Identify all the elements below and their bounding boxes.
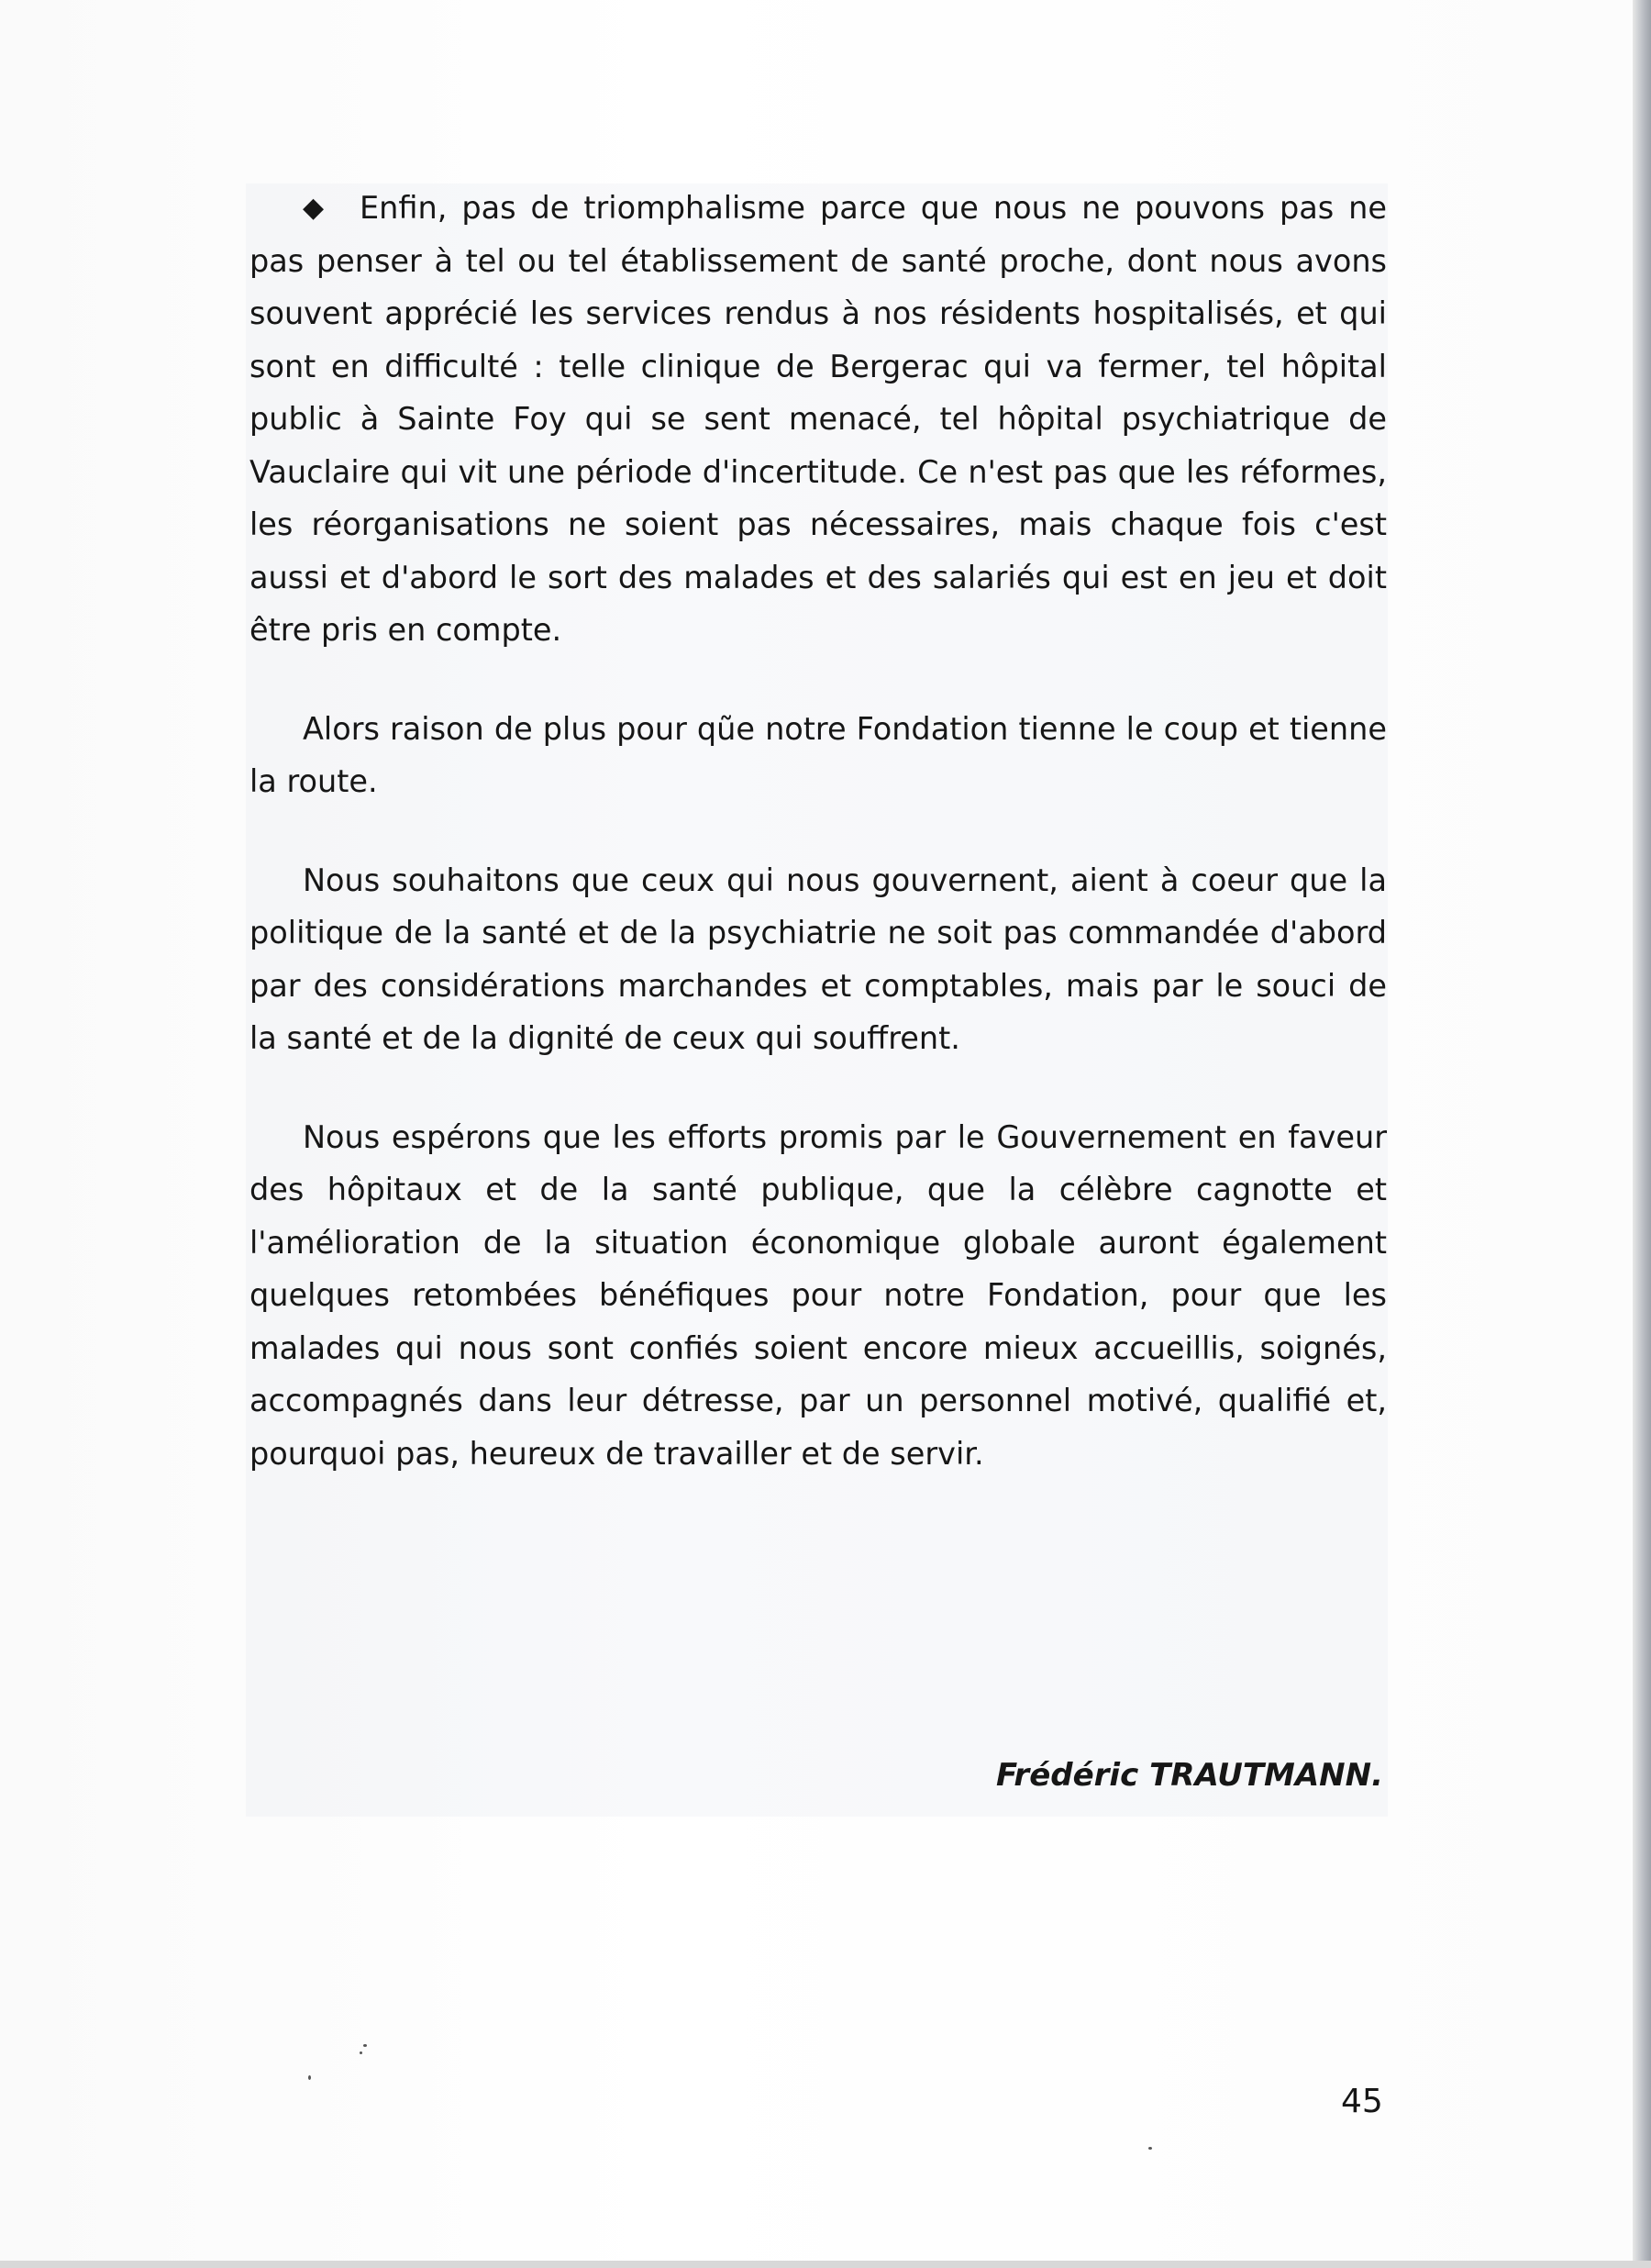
body-text <box>249 182 1387 1526</box>
scan-speck <box>1148 2147 1152 2150</box>
page-number: 45 <box>1341 2083 1383 2120</box>
paragraph-4: Nous espérons que les efforts promis par le Gouvernement en faveur des hôpitaux et de la santé publique, que la célèbre cagnotte et l'amélioration de la situation économique globale auront également quelques retombées bénéfiques pour notre Fondation, pour que les malades qui nous sont confiés soient encore mieux accueillis, soignés, accompagnés dans leur détresse, par un personnel motivé, qualifié et, pourquoi pas, heureux de travailler et de servir. <box>249 1118 1387 1472</box>
paragraph-2: Alors raison de plus pour qũe notre Fondation tienne le coup et tienne la route. <box>249 710 1387 799</box>
page-edge-bottom <box>0 2261 1651 2268</box>
signature: Frédéric TRAUTMANN. <box>995 1757 1383 1794</box>
paragraph-1 <box>249 182 1387 657</box>
scan-speck <box>363 2044 367 2047</box>
paragraph-3: Nous souhaitons que ceux qui nous gouvernent, aient à coeur que la politique de la santé et de la psychiatrie ne soit pas commandée d'abord par des considérations marchandes et comptables, mais par le souci de la santé et de la dignité de ceux qui souffrent. <box>249 862 1387 1056</box>
paragraph-1-text: Enfin, pas de triomphalisme parce que nous ne pouvons pas ne pas penser à tel ou tel établissement de santé proche, dont nous avons souvent apprécié les services rendus à nos résidents hospitalisés, et qui sont en difficulté : telle clinique de Bergerac qui va fermer, tel hôpital public à Sainte Foy qui se sent menacé, tel hôpital psychiatrique de Vauclaire qui vit une période d'incertitude. Ce n'est pas que les réformes, les réorganisations ne soient pas nécessaires, mais chaque fois c'est aussi et d'abord le sort des malades et des salariés qui est en jeu et doit être pris en compte. <box>249 190 1387 648</box>
scan-speck <box>360 2051 362 2054</box>
scan-speck <box>308 2075 311 2080</box>
diamond-bullet-icon: ◆ <box>303 192 325 224</box>
page-edge <box>1633 0 1651 2268</box>
